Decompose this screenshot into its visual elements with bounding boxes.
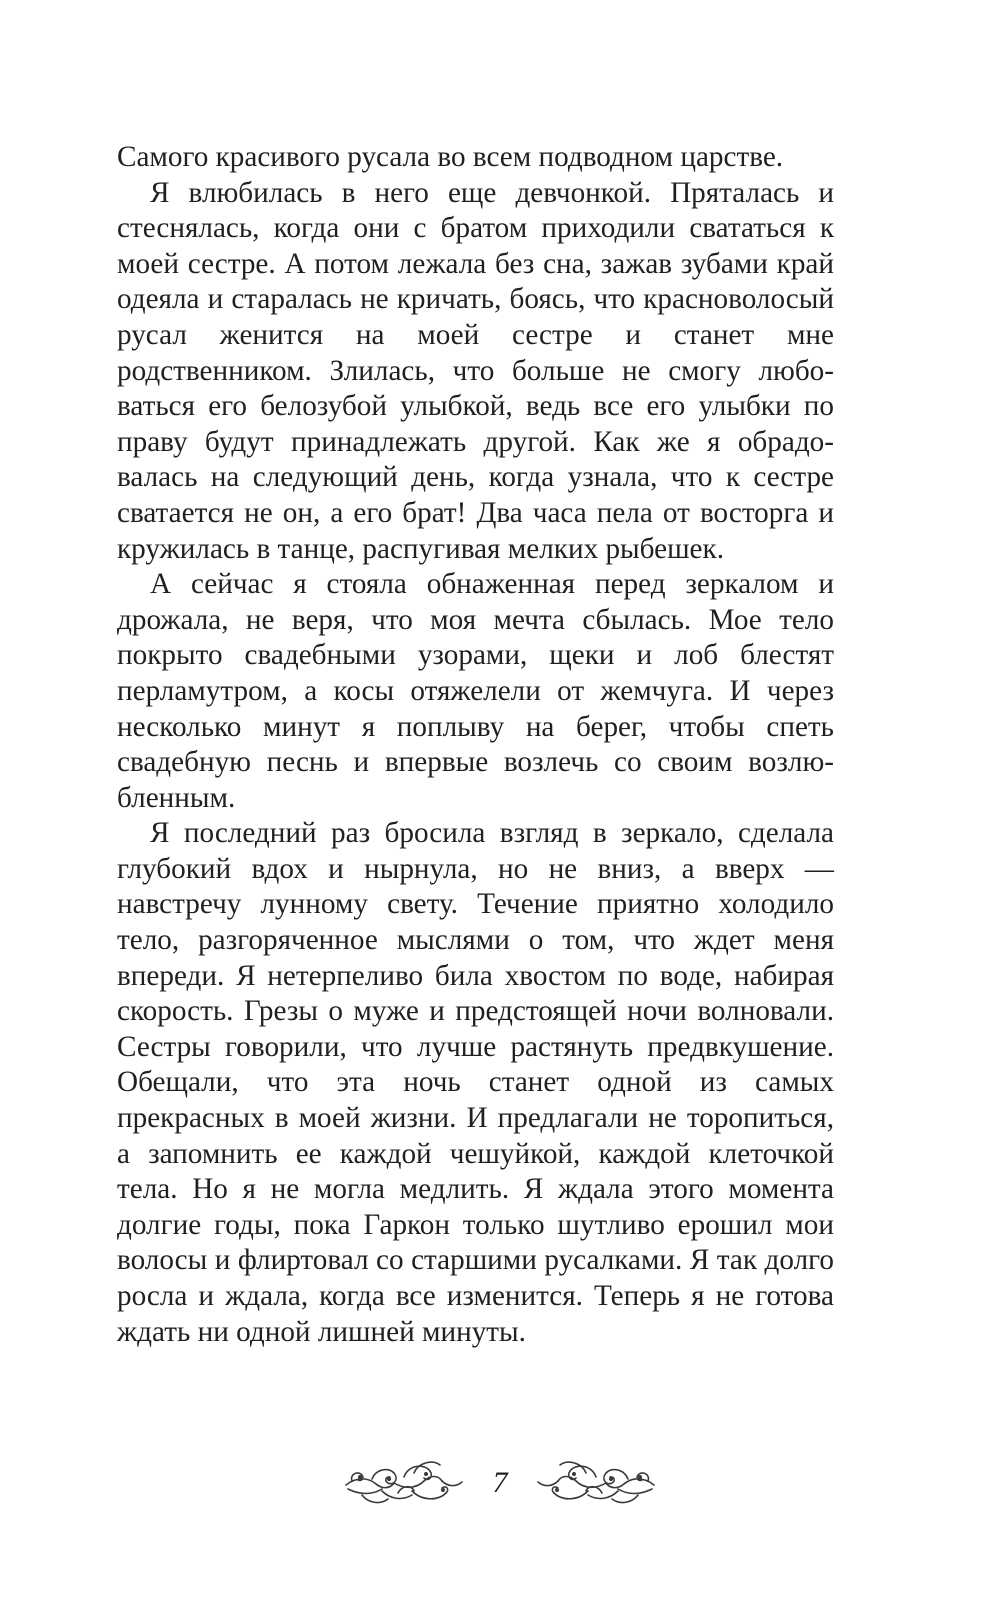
body-text — [117, 140, 834, 1350]
flourish-ornament-icon — [342, 1455, 467, 1511]
page-number: 7 — [492, 1466, 508, 1499]
flourish-ornament-icon — [533, 1455, 658, 1511]
paragraph: Я влюбилась в него еще девчонкой. Пряталась и стеснялась, когда они с братом приходили свататься к моей сестре. А потом лежала без сна, зажав зубами край одеяла и старалась не кричать, боясь, что красноволосый русал женится на моей сестре и станет мне родственником. Злилась, что больше не смогу любоваться его белозубой улыбкой, ведь все его улыбки по праву будут принадлежать другой. Как же я обрадовалась на следующий день, когда узнала, что к сестре сватается не он, а его брат! Два часа пела от восторга и кружилась в танце, распугивая мелких рыбешек. — [117, 176, 834, 565]
paragraph-continued: Самого красивого русала во всем подводном царстве. — [117, 141, 784, 173]
paragraph: А сейчас я стояла обнаженная перед зеркалом и дрожала, не веря, что моя мечта сбылась. Мое тело покрыто свадебными узорами, щеки и лоб блестят перламутром, а косы отяжелели от жемчуга. И через несколько минут я поплыву на берег, чтобы спеть свадебную песнь и впервые возлечь со своим возлюбленным. — [117, 568, 834, 814]
paragraph: Я последний раз бросила взгляд в зеркало, сделала глубокий вдох и нырнула, но не вниз, а вверх — навстречу лунному свету. Течение приятно холодило тело, разгоряченное мыслями о том, что ждет меня впереди. Я нетерпеливо била хвостом по воде, набирая скорость. Грезы о муже и предстоящей ночи волновали. Сестры говорили, что лучше растянуть предвкушение. Обещали, что эта ночь станет одной из самых прекрасных в моей жизни. И предлагали не торопиться, а запомнить ее каждой чешуйкой, каждой клеточкой тела. Но я не могла медлить. Я ждала этого момента долгие годы, пока Гаркон только шутливо ерошил мои волосы и флиртовал со старшими русалками. Я так долго росла и ждала, когда все изменится. Теперь я не готова ждать ни одной лишней минуты. — [117, 817, 834, 1348]
page-footer — [0, 1455, 1000, 1511]
